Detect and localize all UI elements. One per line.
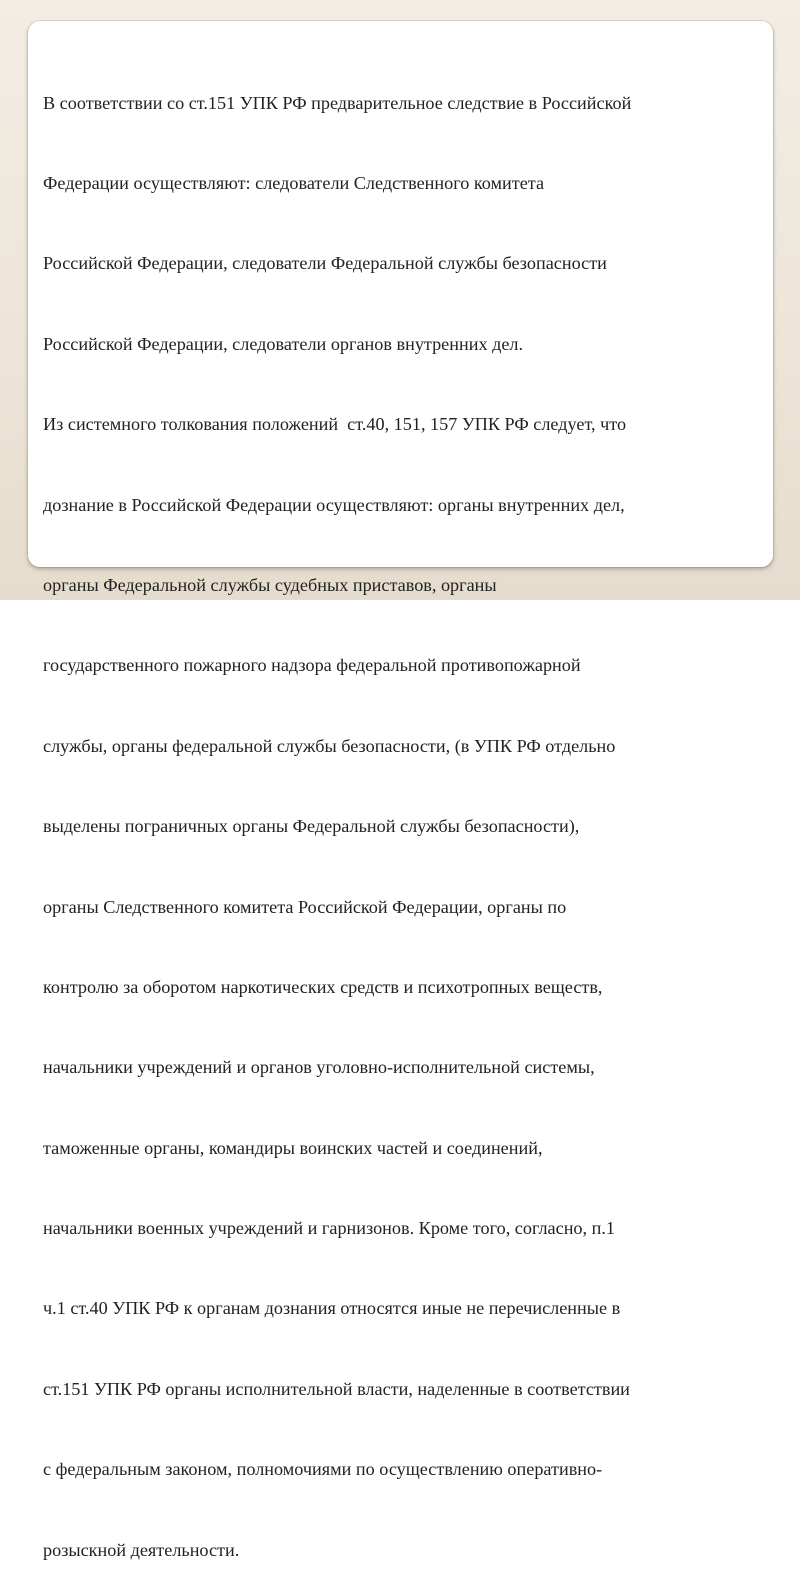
text-line: таможенные органы, командиры воинских частей и соединений, xyxy=(43,1137,543,1158)
text-line: начальники военных учреждений и гарнизонов. Кроме того, согласно, п.1 xyxy=(43,1218,615,1239)
slide-body-text xyxy=(43,36,773,1590)
text-line: Российской Федерации, следователи Федеральной службы безопасности xyxy=(43,253,607,274)
text-line: выделены пограничных органы Федеральной службы безопасности), xyxy=(43,816,580,837)
text-line: контролю за оборотом наркотических средств и психотропных веществ, xyxy=(43,976,603,997)
text-line: с федеральным законом, полномочиями по осуществлению оперативно- xyxy=(43,1459,603,1480)
text-line: розыскной деятельности. xyxy=(43,1539,240,1560)
text-line: Из системного толкования положений ст.40, 151, 157 УПК РФ следует, что xyxy=(43,414,627,435)
text-line: органы Федеральной службы судебных приставов, органы xyxy=(43,574,497,595)
text-line: Российской Федерации, следователи органов внутренних дел. xyxy=(43,333,524,354)
text-line: начальники учреждений и органов уголовно-исполнительной системы, xyxy=(43,1057,595,1078)
text-line: В соответствии со ст.151 УПК РФ предварительное следствие в Российской xyxy=(43,92,632,113)
text-line: государственного пожарного надзора федеральной противопожарной xyxy=(43,655,581,676)
text-line: службы, органы федеральной службы безопасности, (в УПК РФ отдельно xyxy=(43,735,616,756)
text-line: ч.1 ст.40 УПК РФ к органам дознания относятся иные не перечисленные в xyxy=(43,1298,621,1319)
text-line: ст.151 УПК РФ органы исполнительной власти, наделенные в соответствии xyxy=(43,1378,630,1399)
text-line: дознание в Российской Федерации осуществляют: органы внутренних дел, xyxy=(43,494,625,515)
text-line: Федерации осуществляют: следователи Следственного комитета xyxy=(43,172,545,193)
text-line: органы Следственного комитета Российской Федерации, органы по xyxy=(43,896,567,917)
